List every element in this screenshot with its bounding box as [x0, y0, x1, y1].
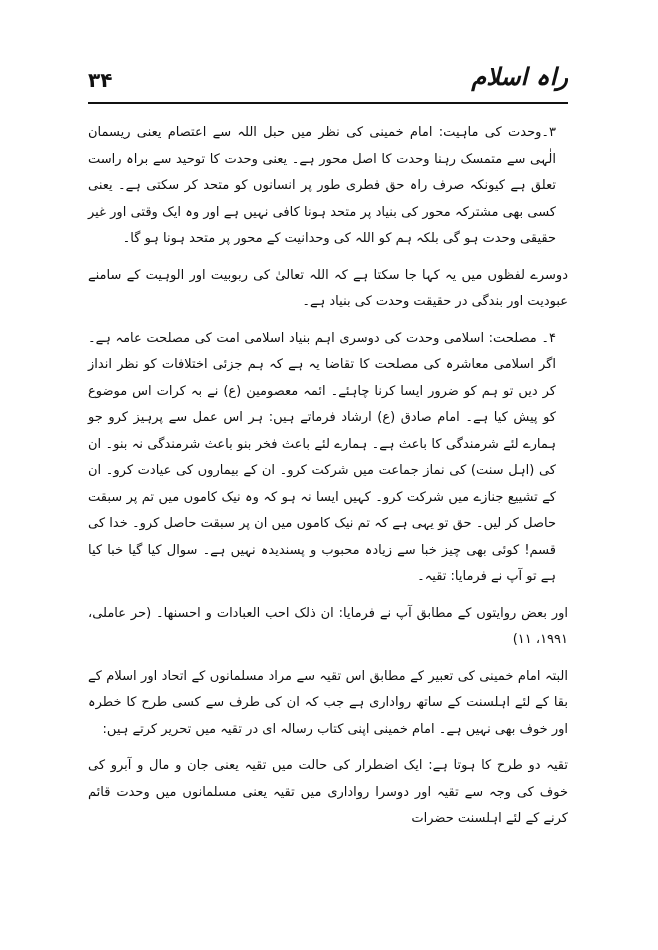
paragraph-expediency: ۴۔ مصلحت: اسلامی وحدت کی دوسری اہم بنیاد اسلامی امت کی مصلحت عامہ ہے۔ اگر اسلامی معاشرہ کی مصلحت کا تقاضا یہ ہے کہ ہم جزئی اختلافات کو نظر انداز کر دیں تو ہم کو ضرور ایسا کرنا چاہئے۔ ائمہ معصومین (ع) نے بہ کرات اس موضوع کو پیش کیا ہے۔ امام صادق (ع) ارشاد فرماتے ہیں: ہر اس عمل سے پرہیز کرو جو ہمارے لئے شرمندگی کا باعث ہے۔ ہمارے لئے باعث فخر بنو باعث شرمندگی نہ بنو۔ ان کی (اہل سنت) کی نماز جماعت میں شرکت کرو۔ ان کے بیماروں کی عیادت کرو۔ ان کے تشییع جنازے میں شرکت کرو۔ کہیں ایسا نہ ہو کہ وہ نیک کاموں میں تم پر سبقت حاصل کر لیں۔ حق تو یہی ہے کہ تم نیک کاموں میں ان پر سبقت حاصل کرو۔ خدا کی قسم! کوئی بھی چیز خبا سے زیادہ محبوب و پسندیدہ نہیں ہے۔ سوال کیا گیا خبا کیا ہے تو آپ نے فرمایا: تقیہ۔	[88, 330, 556, 584]
page-number: ۳۴	[88, 68, 113, 92]
header-rule	[88, 102, 568, 104]
page-header	[88, 60, 568, 110]
paragraph-taqiyya-types: تقیہ دو طرح کا ہوتا ہے: ایک اضطرار کی حالت میں تقیہ یعنی جان و مال و آبرو کی خوف کی وجہ سے تقیہ اور دوسرا رواداری میں تقیہ یعنی مسلمانوں میں وحدت قائم کرنے کے لئے اہلسنت حضرات	[88, 758, 568, 826]
paragraph-narrations: اور بعض روایتوں کے مطابق آپ نے فرمایا: ان ذلک احب العبادات و احسنھا۔ (حر عاملی، ۱۹۹۱، ۱۱)	[88, 605, 568, 647]
paragraph-in-other-words: دوسرے لفظوں میں یہ کہا جا سکتا ہے کہ اللہ تعالیٰ کی ربوبیت اور الوہیت کے سامنے عبودیت اور بندگی در حقیقت وحدت کی بنیاد ہے۔	[88, 267, 568, 309]
paragraph-unity-nature: ۳۔وحدت کی ماہیت: امام خمینی کی نظر میں حبل اللہ سے اعتصام یعنی ریسمان الٰہی سے متمسک رہنا وحدت کا اصل محور ہے۔ یعنی وحدت کا توحید سے براہ راست تعلق ہے کیونکہ صرف راہ حق فطری طور پر انسانوں کو متحد کر سکتی ہے۔ یعنی کسی بھی مشترکہ محور کی بنیاد پر متحد ہونا کافی نہیں ہے اور وہ ایک وقتی اور غیر حقیقی وحدت ہو گی بلکہ ہم کو اللہ کی وحدانیت کے محور پر متحد ہونا ہو گا۔	[88, 125, 556, 246]
body-text	[88, 120, 568, 833]
paragraph-taqiyya-meaning: البتہ امام خمینی کی تعبیر کے مطابق اس تقیہ سے مراد مسلمانوں کے اتحاد اور اسلام کے بقا کے لئے اہلسنت کے ساتھ رواداری ہے جب کہ ان کی طرف سے کسی طرح کا خطرہ اور خوف بھی نہیں ہے۔ امام خمینی اپنی کتاب رسالہ ای در تقیہ میں تحریر کرتے ہیں:	[88, 668, 568, 737]
running-title: راہ اسلام	[471, 62, 568, 91]
